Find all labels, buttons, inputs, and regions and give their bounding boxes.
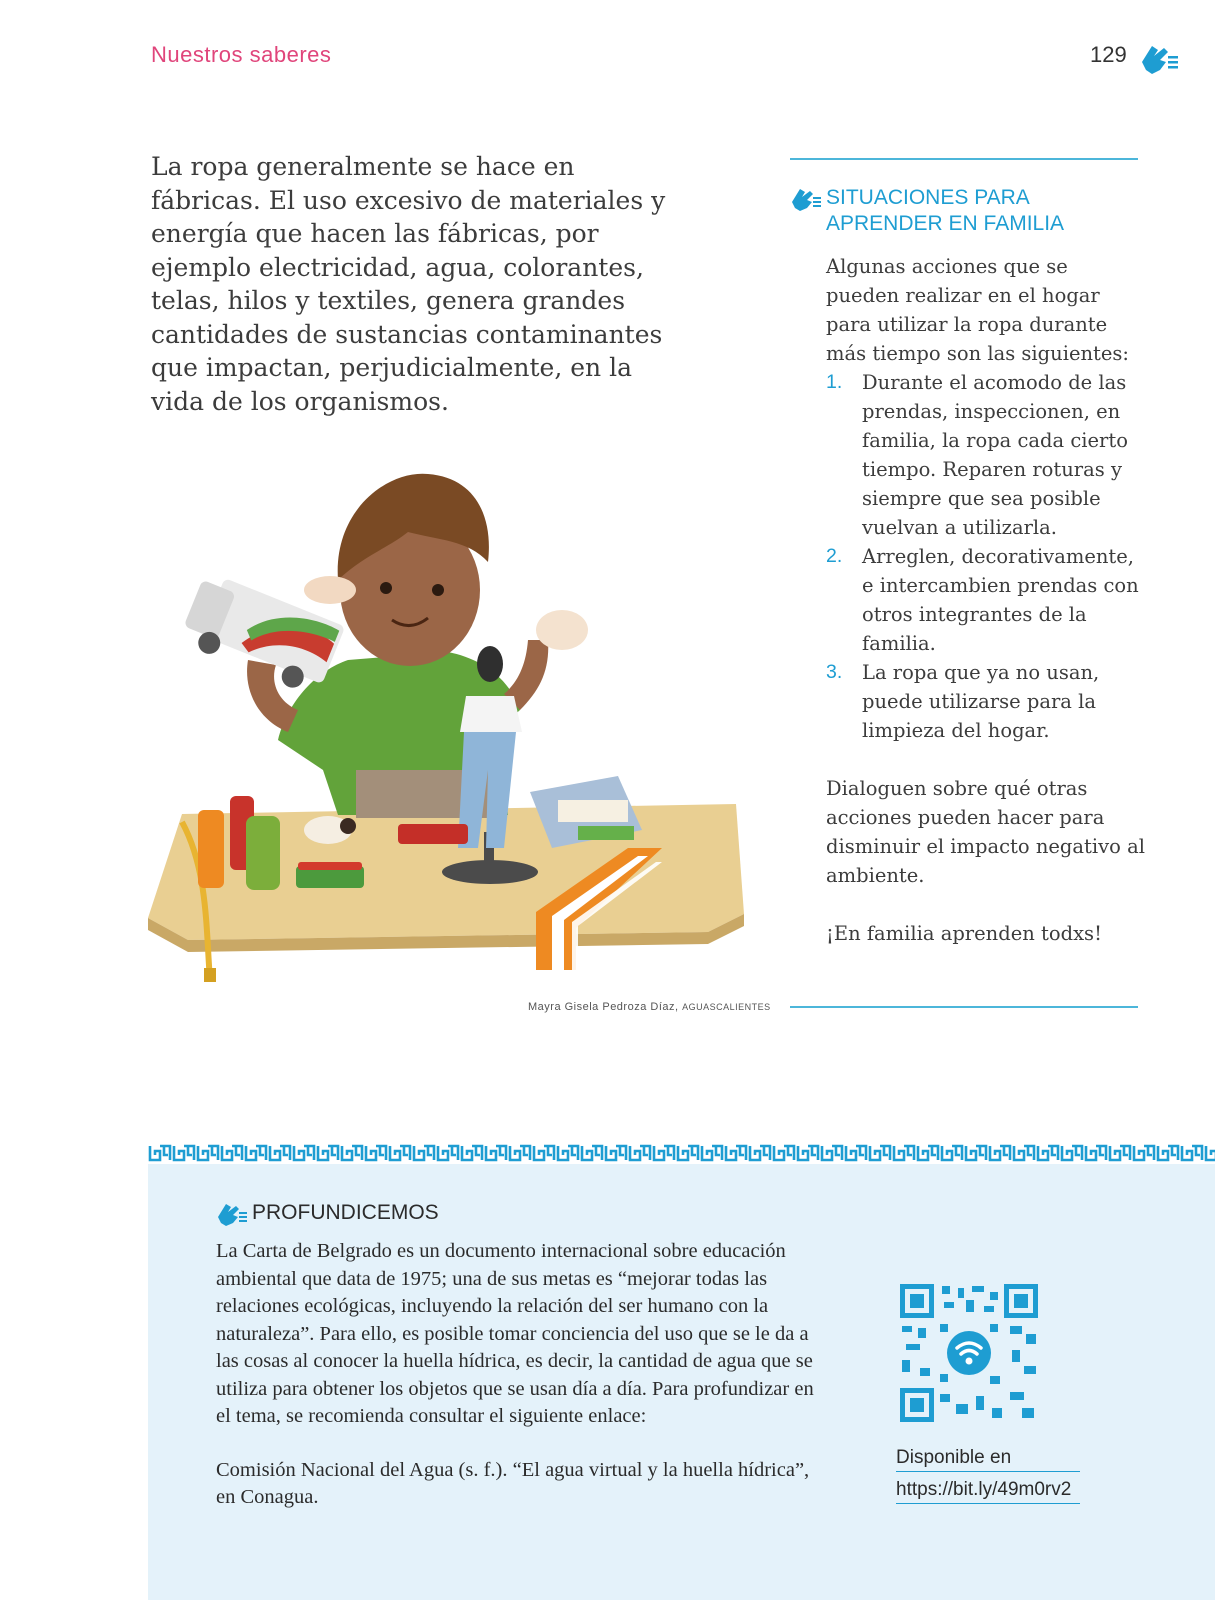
hand-logo-icon xyxy=(1138,40,1180,76)
intro-paragraph: La ropa generalmente se hace en fábricas. El uso excesivo de materiales y energía que hacen las fábricas, por ejemplo electricidad, agua, colorantes, telas, hilos y textiles, genera grandes cantidades de sustancias contaminantes que impactan, perjudicialmente, en la vida de los organismos. xyxy=(151,152,666,416)
deepen-reference: Comisión Nacional del Agua (s. f.). “El agua virtual y la huella hídrica”, en Conagua. xyxy=(216,1458,810,1508)
aside-title-line-1: SITUACIONES PARA xyxy=(826,186,1030,209)
illustration-credit xyxy=(528,1001,771,1013)
boy-with-textiles-illustration xyxy=(148,470,762,1000)
aside-title xyxy=(826,185,1064,237)
qr-available-label: Disponible en xyxy=(896,1447,1080,1472)
list-number: 2. xyxy=(826,545,843,567)
hand-logo-icon xyxy=(216,1200,248,1228)
aside-intro: Algunas acciones que se pueden realizar en el hogar para utilizar la ropa durante más tiempo son las siguientes: xyxy=(826,255,1129,365)
list-item xyxy=(826,542,1146,658)
hand-logo-icon xyxy=(790,185,822,213)
list-text: Durante el acomodo de las prendas, inspeccionen, en familia, la ropa cada cierto tiempo. Reparen roturas y siempre que sea posible vuelvan a utilizarla. xyxy=(862,371,1128,539)
deepen-body xyxy=(216,1238,828,1512)
qr-code[interactable] xyxy=(900,1284,1038,1422)
qr-link[interactable]: https://bit.ly/49m0rv2 xyxy=(896,1479,1080,1504)
actions-list xyxy=(826,368,1146,745)
deepen-title: PROFUNDICEMOS xyxy=(252,1201,439,1224)
section-title: Nuestros saberes xyxy=(151,42,332,67)
list-text: Arreglen, decorativamente, e intercambien prendas con otros integrantes de la familia. xyxy=(862,545,1139,655)
list-item xyxy=(826,368,1146,542)
aside-body xyxy=(826,252,1146,948)
list-item xyxy=(826,658,1146,745)
aside-dialogue: Dialoguen sobre qué otras acciones pueden hacer para disminuir el impacto negativo al ambiente. xyxy=(826,777,1145,887)
list-text: La ropa que ya no usan, puede utilizarse para la limpieza del hogar. xyxy=(862,661,1100,742)
family-learning-aside xyxy=(790,158,1145,1008)
list-number: 1. xyxy=(826,371,843,393)
list-number: 3. xyxy=(826,661,843,683)
aside-closing: ¡En familia aprenden todxs! xyxy=(826,922,1102,945)
deepen-section xyxy=(148,1164,1215,1600)
page-number: 129 xyxy=(1090,42,1127,67)
credit-place: AGUASCALIENTES xyxy=(682,1002,771,1012)
deepen-paragraph: La Carta de Belgrado es un documento internacional sobre educación ambiental que data de 1975; una de sus metas es “mejorar todas las relaciones ecológicas, incluyendo la relación del ser humano con la naturaleza”. Para ello, es posible tomar conciencia del uso que se le da a las cosas al conocer la huella hídrica, es decir, la cantidad de agua que se utiliza para obtener los objetos que se usan día a día. Para profundizar en el tema, se recomienda consultar el siguiente enlace: xyxy=(216,1240,814,1427)
aside-title-line-2: APRENDER EN FAMILIA xyxy=(826,212,1065,235)
credit-name: Mayra Gisela Pedroza Díaz, xyxy=(528,1001,679,1013)
greca-border-pattern xyxy=(148,1142,1215,1164)
